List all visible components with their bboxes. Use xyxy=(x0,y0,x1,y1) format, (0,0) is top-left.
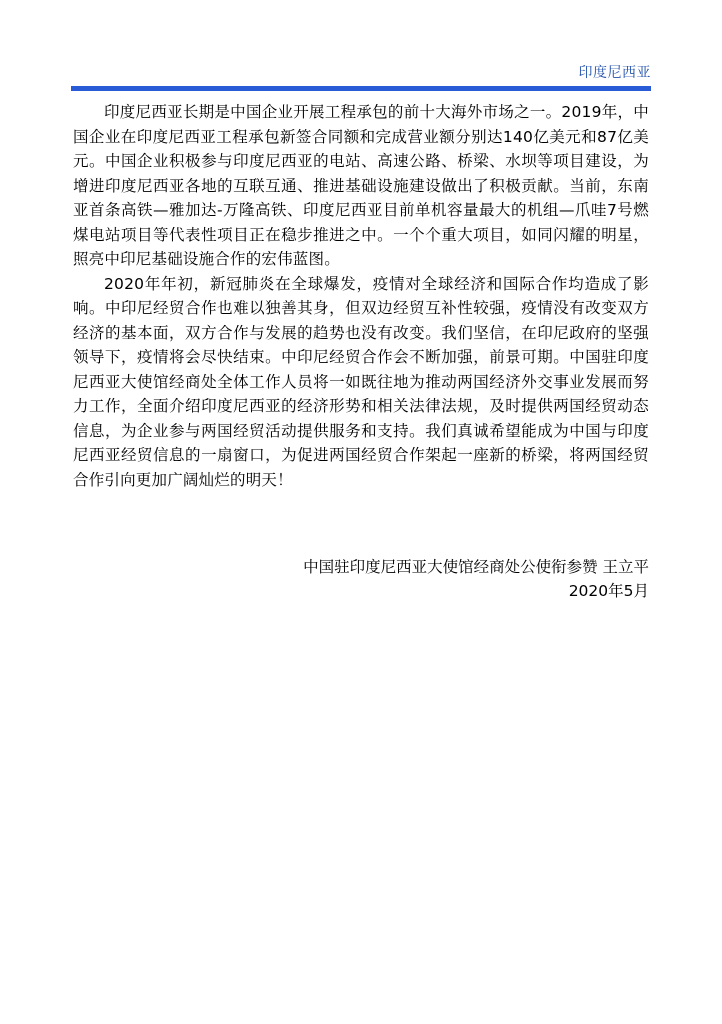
document-body xyxy=(73,100,649,492)
signature-date: 2020年5月 xyxy=(568,582,649,600)
signature-author: 中国驻印度尼西亚大使馆经商处公使衔参赞 王立平 xyxy=(303,558,649,576)
paragraph-1: 印度尼西亚长期是中国企业开展工程承包的前十大海外市场之一。2019年，中国企业在印度尼西亚工程承包新签合同额和完成营业额分别达140亿美元和87亿美元。中国企业积极参与印度尼西亚的电站、高速公路、桥梁、水坝等项目建设，为增进印度尼西亚各地的互联互通、推进基础设施建设做出了积极贡献。当前，东南亚首条高铁—雅加达-万隆高铁、印度尼西亚目前单机容量最大的机组—爪哇7号燃煤电站项目等代表性项目正在稳步推进之中。一个个重大项目，如同闪耀的明星，照亮中印尼基础设施合作的宏伟蓝图。 xyxy=(73,103,649,268)
section-title: 印度尼西亚 xyxy=(578,65,651,81)
header-divider xyxy=(71,86,651,91)
paragraph-2: 2020年年初，新冠肺炎在全球爆发，疫情对全球经济和国际合作均造成了影响。中印尼经贸合作也难以独善其身，但双边经贸互补性较强，疫情没有改变双方经济的基本面，双方合作与发展的趋势也没有改变。我们坚信，在印尼政府的坚强领导下，疫情将会尽快结束。中印尼经贸合作会不断加强，前景可期。中国驻印度尼西亚大使馆经商处全体工作人员将一如既往地为推动两国经济外交事业发展而努力工作，全面介绍印度尼西亚的经济形势和相关法律法规，及时提供两国经贸动态信息，为企业参与两国经贸活动提供服务和支持。我们真诚希望能成为中国与印度尼西亚经贸信息的一扇窗口，为促进两国经贸合作架起一座新的桥梁，将两国经贸合作引向更加广阔灿烂的明天！ xyxy=(73,274,649,489)
signature-block xyxy=(303,555,649,603)
